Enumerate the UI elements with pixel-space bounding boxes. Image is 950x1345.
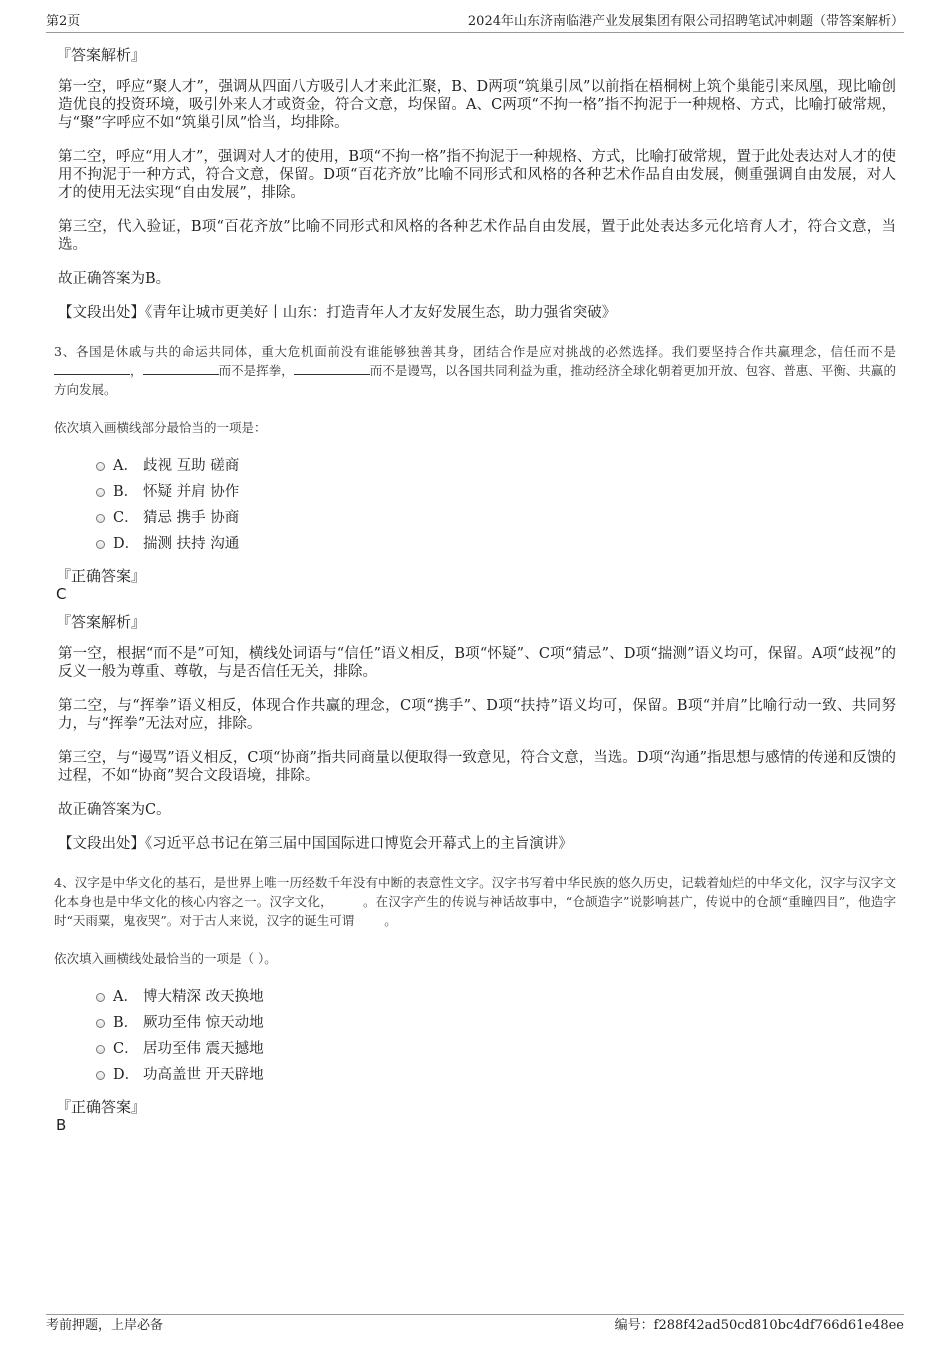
page-footer — [46, 1314, 904, 1335]
radio-icon[interactable] — [96, 514, 105, 523]
q3-prompt: 依次填入画横线部分最恰当的一项是： — [54, 420, 267, 435]
page-header — [46, 14, 904, 33]
radio-icon[interactable] — [96, 1019, 105, 1028]
q4-text-3: 。 — [384, 913, 397, 928]
q3-text-2: ， — [130, 363, 143, 378]
q3-text-4: 而不是谩骂，以各国共同利益为重，推动经济全球化朝着更加开放、包容、普惠、平衡、共赢的方向发展。 — [54, 363, 896, 397]
q2-analysis-para-3: 第三空，代入验证，B项“百花齐放”比喻不同形式和风格的各种艺术作品自由发展，置于此处表达多元化培育人才，符合文意，当选。 — [58, 219, 896, 253]
page-number: 第2页 — [46, 14, 81, 29]
q4-question — [54, 873, 896, 930]
radio-icon[interactable] — [96, 1071, 105, 1080]
document-id: 编号：f288f42ad50cd810bc4df766d61e48ee — [614, 1318, 904, 1333]
q4-answer: B — [56, 1116, 67, 1134]
q3-options — [96, 453, 896, 557]
document-title: 2024年山东济南临港产业发展集团有限公司招聘笔试冲刺题（带答案解析） — [467, 14, 904, 29]
q3-analysis-para-3: 第三空，与“谩骂”语义相反，C项“协商”指共同商量以便取得一致意见，符合文意，当选。D项“沟通”指思想与感情的传递和反馈的过程，不如“协商”契合文段语境，排除。 — [58, 750, 896, 784]
q2-analysis-para-1: 第一空，呼应“聚人才”，强调从四面八方吸引人才来此汇聚，B、D两项“筑巢引凤”以前指在梧桐树上筑个巢能引来凤凰，现比喻创造优良的投资环境，吸引外来人才或资金，符合文意，均保留。A、C两项“不拘一格”指不拘泥于一种规格、方式，比喻打破常规，与“聚”字呼应不如“筑巢引凤”恰当，均排除。 — [58, 79, 896, 131]
radio-icon[interactable] — [96, 540, 105, 549]
q3-text-3: 而不是挥拳， — [218, 363, 294, 378]
q2-analysis-para-2: 第二空，呼应“用人才”，强调对人才的使用，B项“不拘一格”指不拘泥于一种规格、方式，比喻打破常规，置于此处表达对人才的使用不拘泥于一种方式，符合文意，保留。D项“百花齐放”比喻不同形式和风格的各种艺术作品自由发展，侧重强调自由发展，对人才的使用无法实现“自由发展”，排除。 — [58, 149, 896, 201]
q4-prompt: 依次填入画横线处最恰当的一项是（ ）。 — [54, 951, 277, 966]
q2-source: 【文段出处】《青年让城市更美好丨山东：打造青年人才友好发展生态，助力强省突破》 — [58, 305, 617, 321]
q3-analysis-conclusion: 故正确答案为C。 — [58, 802, 171, 818]
q3-question — [54, 342, 896, 399]
q3-blank-2 — [143, 362, 219, 375]
footer-slogan: 考前押题，上岸必备 — [46, 1318, 164, 1333]
q3-blank-1 — [54, 362, 130, 375]
q3-option-a[interactable]: A． 歧视 互助 磋商 — [96, 453, 896, 479]
q3-source: 【文段出处】《习近平总书记在第三届中国国际进口博览会开幕式上的主旨演讲》 — [58, 836, 573, 852]
q4-blank-1 — [333, 894, 363, 906]
q3-analysis-para-1: 第一空，根据“而不是”可知，横线处词语与“信任”语义相反，B项“怀疑”、C项“猜忌”、D项“揣测”语义均可，保留。A项“歧视”的反义一般为尊重、尊敬，与是否信任无关，排除。 — [58, 646, 896, 680]
q3-blank-3 — [294, 362, 370, 375]
radio-icon[interactable] — [96, 1045, 105, 1054]
q4-option-b[interactable]: B． 厥功至伟 惊天动地 — [96, 1010, 896, 1036]
q4-option-d[interactable]: D． 功高盖世 开天辟地 — [96, 1062, 896, 1088]
q2-analysis-conclusion: 故正确答案为B。 — [58, 271, 171, 287]
radio-icon[interactable] — [96, 488, 105, 497]
q4-answer-label: 『正确答案』 — [56, 1098, 147, 1116]
q4-options — [96, 984, 896, 1088]
q3-text-1: 3、各国是休戚与共的命运共同体，重大危机面前没有谁能够独善其身，团结合作是应对挑战的必然选择。我们要坚持合作共赢理念，信任而不是 — [54, 344, 896, 359]
q3-option-b[interactable]: B． 怀疑 并肩 协作 — [96, 479, 896, 505]
q3-answer: C — [56, 585, 67, 603]
q3-option-c[interactable]: C． 猜忌 携手 协商 — [96, 505, 896, 531]
q3-option-d[interactable]: D． 揣测 扶持 沟通 — [96, 531, 896, 557]
q3-answer-label: 『正确答案』 — [56, 567, 147, 585]
q4-blank-2 — [354, 913, 384, 925]
radio-icon[interactable] — [96, 462, 105, 471]
radio-icon[interactable] — [96, 993, 105, 1002]
q3-analysis-label: 『答案解析』 — [56, 613, 147, 631]
q4-text-1: 4、汉字是中华文化的基石，是世界上唯一历经数千年没有中断的表意性文字。汉字书写着中华民族的悠久历史，记载着灿烂的中华文化，汉字与汉字文化本身也是中华文化的核心内容之一。汉字文化， — [54, 875, 896, 909]
q3-analysis-para-2: 第二空，与“挥拳”语义相反，体现合作共赢的理念，C项“携手”、D项“扶持”语义均可，保留。B项“并肩”比喻行动一致、共同努力，与“挥拳”无法对应，排除。 — [58, 698, 896, 732]
page-content — [54, 46, 896, 1140]
q4-option-a[interactable]: A． 博大精深 改天换地 — [96, 984, 896, 1010]
q4-text-2: 。在汉字产生的传说与神话故事中，“仓颉造字”说影响甚广，传说中的仓颉“重瞳四目”，他造字时“天雨粟，鬼夜哭”。对于古人来说，汉字的诞生可谓 — [54, 894, 896, 928]
q4-option-c[interactable]: C． 居功至伟 震天撼地 — [96, 1036, 896, 1062]
q2-analysis-label: 『答案解析』 — [56, 46, 147, 64]
